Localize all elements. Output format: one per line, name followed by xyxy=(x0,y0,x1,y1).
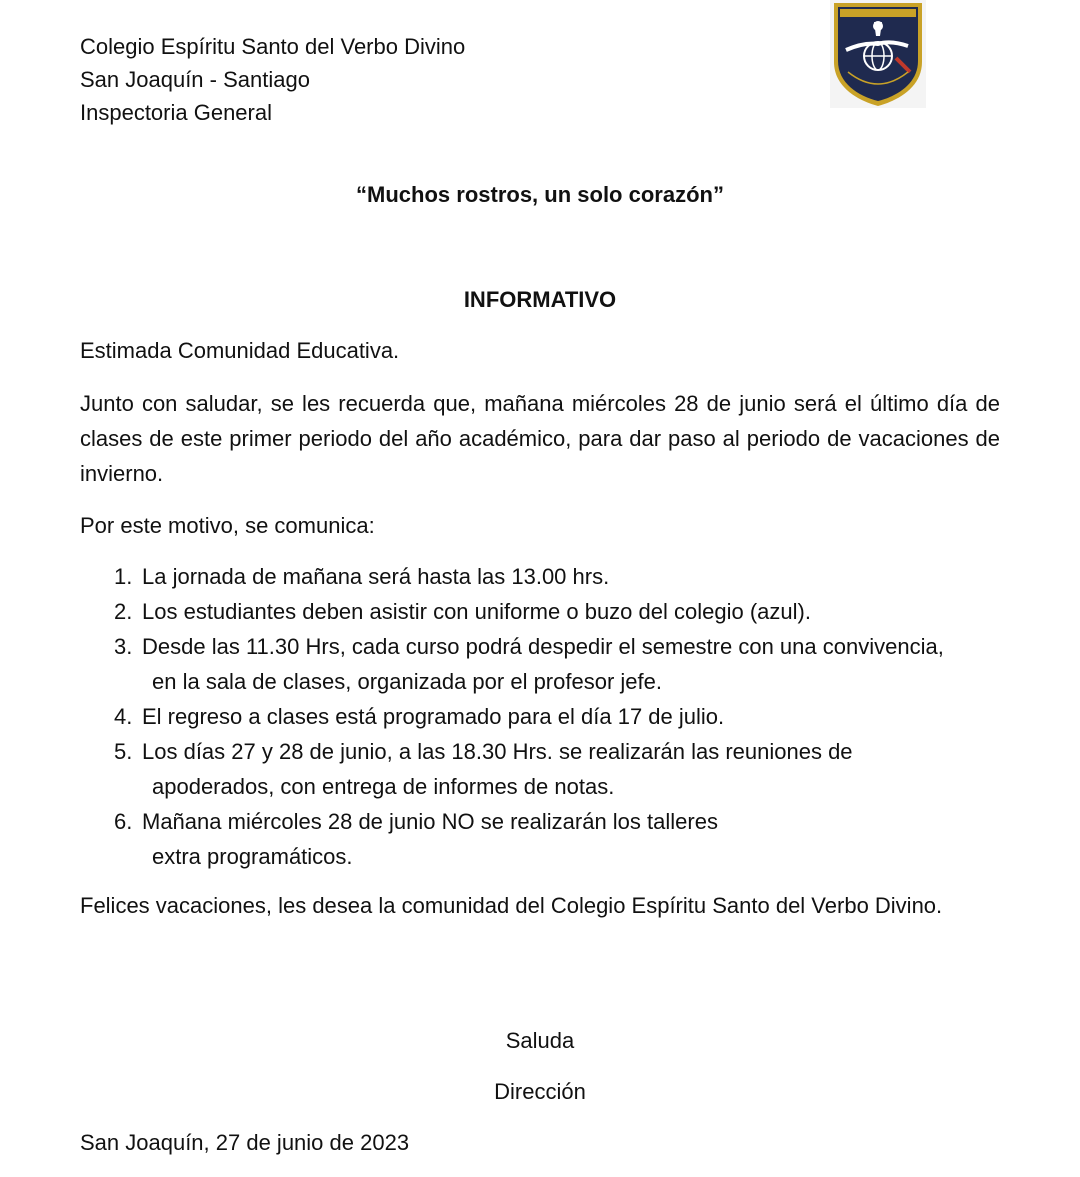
school-crest-icon xyxy=(830,0,926,108)
signature-signer: Dirección xyxy=(494,1079,586,1104)
letterhead xyxy=(80,30,465,129)
document-title: INFORMATIVO xyxy=(463,287,617,312)
list-item xyxy=(114,804,1000,874)
school-motto: “Muchos rostros, un solo corazón” xyxy=(356,182,724,207)
list-item-text: Los días 27 y 28 de junio, a las 18.30 Hrs. se realizarán las reuniones de xyxy=(142,739,853,764)
list-item xyxy=(114,559,1000,594)
department-name: Inspectoria General xyxy=(80,100,272,125)
list-item xyxy=(114,734,1000,804)
greeting: Estimada Comunidad Educativa. xyxy=(80,338,400,363)
closing-paragraph: Felices vacaciones, les desea la comunidad del Colegio Espíritu Santo del Verbo Divino. xyxy=(80,893,943,918)
list-item-continuation: apoderados, con entrega de informes de notas. xyxy=(152,774,615,799)
signature-salutation: Saluda xyxy=(505,1028,575,1053)
intro-paragraph: Junto con saludar, se les recuerda que, mañana miércoles 28 de junio será el último día de clases de este primer periodo del año académico, para dar paso al periodo de vacaciones de invierno. xyxy=(80,391,1000,486)
list-item xyxy=(114,699,1000,734)
list-item-number: 2. xyxy=(114,599,133,624)
list-item-continuation: en la sala de clases, organizada por el profesor jefe. xyxy=(152,669,662,694)
list-item-number: 6. xyxy=(114,809,133,834)
list-item-number: 4. xyxy=(114,704,133,729)
list-item-continuation: extra programáticos. xyxy=(152,844,353,869)
list-item-number: 5. xyxy=(114,739,133,764)
list-item-text: Mañana miércoles 28 de junio NO se realizarán los talleres xyxy=(142,809,718,834)
reason-paragraph: Por este motivo, se comunica: xyxy=(80,513,375,538)
list-item-text: Desde las 11.30 Hrs, cada curso podrá despedir el semestre con una convivencia, xyxy=(142,634,944,659)
list-item-number: 3. xyxy=(114,634,133,659)
school-name: Colegio Espíritu Santo del Verbo Divino xyxy=(80,34,466,59)
list-item-text: Los estudiantes deben asistir con uniforme o buzo del colegio (azul). xyxy=(142,599,811,624)
announcement-list xyxy=(114,559,1000,874)
list-item xyxy=(114,594,1000,629)
list-item-text: El regreso a clases está programado para el día 17 de julio. xyxy=(142,704,725,729)
list-item-number: 1. xyxy=(114,564,133,589)
dateline: San Joaquín, 27 de junio de 2023 xyxy=(80,1130,410,1155)
school-location: San Joaquín - Santiago xyxy=(80,67,310,92)
list-item-text: La jornada de mañana será hasta las 13.00 hrs. xyxy=(142,564,610,589)
list-item xyxy=(114,629,1000,699)
